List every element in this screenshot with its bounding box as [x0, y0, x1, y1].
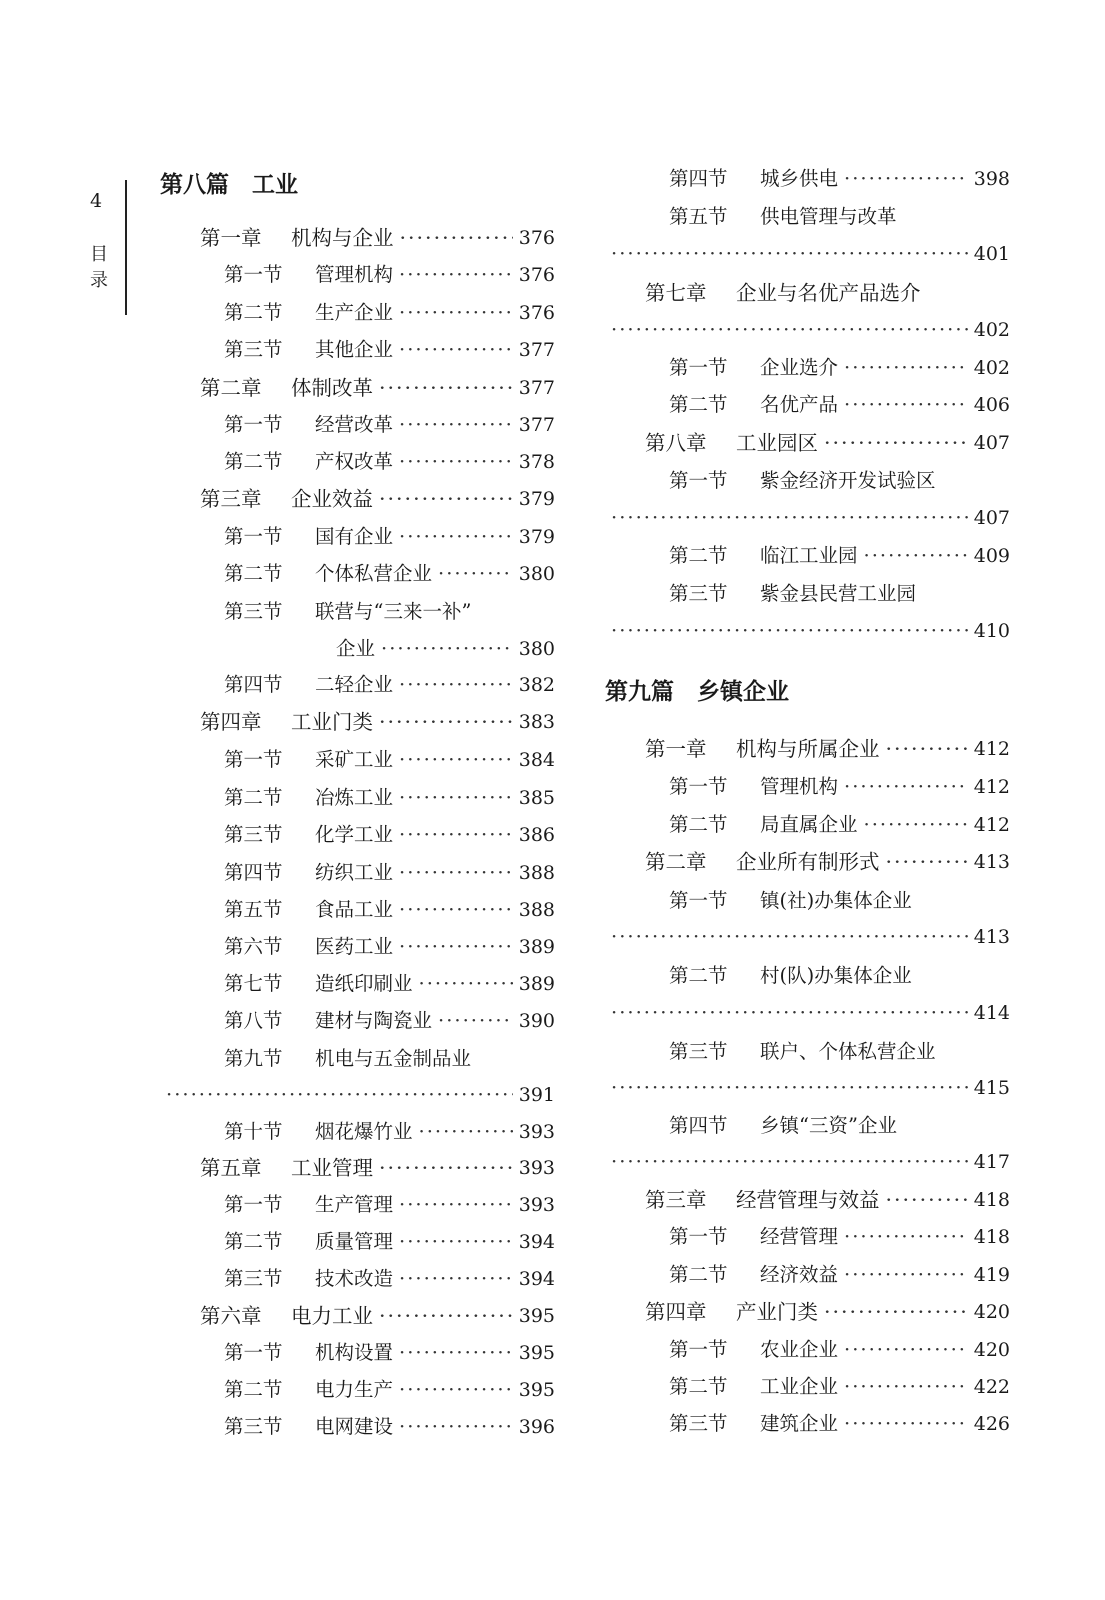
toc-section-entry	[224, 1044, 555, 1074]
leader-dots	[399, 1190, 513, 1220]
section-number: 第三节	[669, 582, 728, 605]
page-number: 396	[518, 1416, 555, 1438]
page-number: 402	[973, 357, 1010, 379]
leader-dots	[844, 1335, 968, 1365]
section-number: 第一节	[669, 356, 728, 379]
toc-section-entry	[669, 810, 1010, 840]
toc-section-entry	[669, 579, 1010, 609]
leader-dots	[611, 315, 968, 345]
section-number: 第五节	[669, 205, 728, 228]
page-number: 419	[973, 1264, 1010, 1286]
section-number: 第三节	[224, 1267, 283, 1290]
page-number: 378	[518, 451, 555, 473]
toc-section-entry	[669, 1222, 1010, 1252]
section-number: 第三节	[224, 1415, 283, 1438]
chapter-number: 第四章	[200, 710, 262, 734]
toc-section-entry	[224, 1264, 555, 1294]
leader-dots	[864, 541, 968, 571]
toc-continuation-line	[160, 1080, 555, 1110]
toc-section-entry	[669, 390, 1010, 420]
section-number: 第二节	[224, 1378, 283, 1401]
page-number: 384	[518, 749, 555, 771]
toc-chapter-entry	[645, 1297, 1010, 1327]
toc-section-entry	[669, 466, 1010, 496]
page-number: 389	[518, 936, 555, 958]
toc-section-entry	[224, 820, 555, 850]
section-number: 第三节	[224, 823, 283, 846]
leader-dots	[379, 1301, 513, 1331]
page-number: 398	[973, 168, 1010, 190]
toc-section-entry	[224, 1006, 555, 1036]
toc-chapter-entry	[645, 1185, 1010, 1215]
entry-title: 国有企业	[315, 525, 394, 548]
page-number: 393	[518, 1121, 555, 1143]
page-number: 386	[518, 824, 555, 846]
toc-section-entry	[224, 447, 555, 477]
leader-dots	[399, 298, 513, 328]
leader-dots	[419, 1117, 513, 1147]
entry-title: 工业管理	[291, 1156, 373, 1180]
leader-dots	[438, 559, 513, 589]
entry-title: 企业效益	[291, 487, 373, 511]
entry-title: 采矿工业	[315, 748, 394, 771]
entry-title: 电力工业	[291, 1304, 373, 1328]
entry-title: 管理机构	[315, 263, 394, 286]
page-number: 393	[518, 1157, 555, 1179]
chapter-number: 第三章	[200, 487, 262, 511]
entry-title: 生产管理	[315, 1193, 394, 1216]
page-number: 388	[518, 862, 555, 884]
leader-dots	[399, 1264, 513, 1294]
entry-title: 紫金县民营工业园	[760, 582, 917, 605]
toc-section-entry	[224, 858, 555, 888]
section-number: 第三节	[224, 338, 283, 361]
toc-section-entry	[669, 1260, 1010, 1290]
page-number: 401	[973, 243, 1010, 265]
leader-dots	[379, 373, 513, 403]
leader-dots	[611, 922, 968, 952]
chapter-number: 第二章	[645, 850, 707, 874]
toc-section-entry	[669, 1372, 1010, 1402]
toc-chapter-entry	[645, 278, 1010, 308]
entry-title: 名优产品	[760, 393, 839, 416]
section-number: 第二节	[224, 301, 283, 324]
toc-section-entry	[224, 597, 555, 627]
section-number: 第六节	[224, 935, 283, 958]
page-number: 412	[973, 814, 1010, 836]
section-number: 第三节	[669, 1040, 728, 1063]
entry-title: 企业与名优产品选介	[736, 281, 921, 305]
entry-title: 冶炼工业	[315, 786, 394, 809]
toc-continuation-line	[605, 503, 1010, 533]
section-number: 第二节	[669, 964, 728, 987]
entry-title: 企业选介	[760, 356, 839, 379]
page-number: 413	[973, 926, 1010, 948]
page-number: 382	[518, 674, 555, 696]
page-number: 393	[518, 1194, 555, 1216]
toc-chapter-entry	[645, 734, 1010, 764]
section-number: 第八节	[224, 1009, 283, 1032]
entry-title: 质量管理	[315, 1230, 394, 1253]
page-number: 391	[518, 1084, 555, 1106]
leader-dots	[886, 734, 968, 764]
page-number: 409	[973, 545, 1010, 567]
entry-title: 食品工业	[315, 898, 394, 921]
section-number: 第一节	[669, 469, 728, 492]
leader-dots	[864, 810, 968, 840]
section-number: 第二节	[669, 544, 728, 567]
section-number: 第一节	[224, 748, 283, 771]
entry-title: 经营管理与效益	[736, 1188, 880, 1212]
page-number: 390	[518, 1010, 555, 1032]
section-number: 第七节	[224, 972, 283, 995]
leader-dots	[844, 1222, 968, 1252]
page-number: 418	[973, 1226, 1010, 1248]
toc-section-entry	[224, 298, 555, 328]
entry-title: 工业企业	[760, 1375, 839, 1398]
leader-dots	[611, 503, 968, 533]
page-number: 388	[518, 899, 555, 921]
entry-title: 乡镇“三资”企业	[760, 1114, 897, 1137]
toc-chapter-entry	[200, 223, 555, 253]
entry-title: 工业门类	[291, 710, 373, 734]
entry-title: 城乡供电	[760, 167, 839, 190]
page-number: 418	[973, 1189, 1010, 1211]
entry-title: 产业门类	[736, 1300, 818, 1324]
leader-dots	[399, 447, 513, 477]
entry-title: 电网建设	[315, 1415, 394, 1438]
leader-dots	[611, 239, 968, 269]
leader-dots	[611, 616, 968, 646]
leader-dots	[399, 410, 513, 440]
entry-title: 机构设置	[315, 1341, 394, 1364]
entry-title: 联户、个体私营企业	[760, 1040, 936, 1063]
section-number: 第二节	[669, 813, 728, 836]
toc-section-entry	[669, 353, 1010, 383]
toc-continuation-line	[605, 998, 1010, 1028]
entry-title: 产权改革	[315, 450, 394, 473]
leader-dots	[824, 428, 968, 458]
entry-title: 建材与陶瓷业	[315, 1009, 433, 1032]
margin-sidebar	[70, 180, 127, 315]
chapter-number: 第七章	[645, 281, 707, 305]
toc-section-entry	[224, 1338, 555, 1368]
leader-dots	[379, 1153, 513, 1183]
chapter-number: 第三章	[645, 1188, 707, 1212]
section-number: 第十节	[224, 1120, 283, 1143]
leader-dots	[166, 1080, 513, 1110]
leader-dots	[399, 1375, 513, 1405]
leader-dots	[844, 772, 968, 802]
entry-title: 镇(社)办集体企业	[760, 889, 912, 912]
entry-title: 经营改革	[315, 413, 394, 436]
page-number: 422	[973, 1376, 1010, 1398]
leader-dots	[844, 1372, 968, 1402]
entry-title: 技术改造	[315, 1267, 394, 1290]
toc-section-entry	[224, 1227, 555, 1257]
toc-section-entry	[224, 895, 555, 925]
entry-title: 工业园区	[736, 431, 818, 455]
leader-dots	[844, 1260, 968, 1290]
page-number: 407	[973, 432, 1010, 454]
entry-title: 电力生产	[315, 1378, 394, 1401]
page-number: 407	[973, 507, 1010, 529]
toc-section-entry	[224, 670, 555, 700]
part-heading: 第九篇 乡镇企业	[605, 679, 789, 705]
toc-section-entry	[224, 1190, 555, 1220]
page-number: 377	[518, 339, 555, 361]
leader-dots	[886, 847, 968, 877]
section-number: 第一节	[669, 889, 728, 912]
leader-dots	[399, 820, 513, 850]
entry-title: 生产企业	[315, 301, 394, 324]
entry-title: 二轻企业	[315, 673, 394, 696]
page-number: 410	[973, 620, 1010, 642]
entry-title: 烟花爆竹业	[315, 1120, 413, 1143]
page-number: 395	[518, 1342, 555, 1364]
toc-section-entry	[224, 410, 555, 440]
section-number: 第五节	[224, 898, 283, 921]
page-number: 377	[518, 377, 555, 399]
entry-title: 建筑企业	[760, 1412, 839, 1435]
page-number: 420	[973, 1339, 1010, 1361]
part-heading: 第八篇 工业	[160, 172, 298, 198]
toc-continuation-line	[605, 315, 1010, 345]
entry-title: 农业企业	[760, 1338, 839, 1361]
entry-title: 紫金经济开发试验区	[760, 469, 936, 492]
toc-section-entry	[224, 559, 555, 589]
chapter-number: 第四章	[645, 1300, 707, 1324]
toc-section-entry	[224, 745, 555, 775]
section-number: 第二节	[669, 393, 728, 416]
page-number: 383	[518, 711, 555, 733]
page-number: 420	[973, 1301, 1010, 1323]
leader-dots	[824, 1297, 968, 1327]
toc-section-entry	[224, 969, 555, 999]
leader-dots	[399, 745, 513, 775]
toc-section-entry	[224, 335, 555, 365]
section-number: 第一节	[669, 775, 728, 798]
chapter-number: 第五章	[200, 1156, 262, 1180]
entry-title: 经济效益	[760, 1263, 839, 1286]
toc-continuation-line	[605, 922, 1010, 952]
leader-dots	[844, 1409, 968, 1439]
entry-title: 其他企业	[315, 338, 394, 361]
page-number: 376	[518, 302, 555, 324]
page-number: 389	[518, 973, 555, 995]
entry-title: 体制改革	[291, 376, 373, 400]
toc-section-entry	[224, 1117, 555, 1147]
leader-dots	[399, 1412, 513, 1442]
toc-section-entry	[669, 1409, 1010, 1439]
toc-section-entry	[669, 541, 1010, 571]
toc-section-entry	[224, 1412, 555, 1442]
leader-dots	[399, 895, 513, 925]
toc-section-entry	[669, 1111, 1010, 1141]
page-number: 380	[518, 638, 555, 660]
running-head-label: 目录	[90, 244, 108, 291]
section-number: 第二节	[224, 1230, 283, 1253]
page-number: 385	[518, 787, 555, 809]
leader-dots	[379, 484, 513, 514]
section-number: 第一节	[224, 1341, 283, 1364]
page-number: 376	[518, 264, 555, 286]
toc-section-entry	[669, 1037, 1010, 1067]
toc-section-entry	[669, 772, 1010, 802]
section-number: 第四节	[669, 1114, 728, 1137]
toc-section-entry	[224, 1375, 555, 1405]
section-number: 第四节	[224, 673, 283, 696]
page-number: 413	[973, 851, 1010, 873]
entry-title: 企业	[336, 637, 376, 660]
toc-chapter-entry	[645, 428, 1010, 458]
chapter-number: 第一章	[200, 226, 262, 250]
page-number: 379	[518, 488, 555, 510]
page-number: 394	[518, 1231, 555, 1253]
page-number: 395	[518, 1379, 555, 1401]
toc-chapter-entry	[200, 707, 555, 737]
page-number: 380	[518, 563, 555, 585]
toc-section-entry	[224, 932, 555, 962]
toc-chapter-entry	[645, 847, 1010, 877]
page-number: 415	[973, 1077, 1010, 1099]
section-number: 第二节	[224, 786, 283, 809]
leader-dots	[399, 1338, 513, 1368]
section-number: 第二节	[669, 1263, 728, 1286]
page-number: 395	[518, 1305, 555, 1327]
leader-dots	[400, 223, 513, 253]
leader-dots	[611, 998, 968, 1028]
page-number: 379	[518, 526, 555, 548]
toc-continuation-line	[605, 239, 1010, 269]
chapter-number: 第六章	[200, 1304, 262, 1328]
leader-dots	[419, 969, 513, 999]
leader-dots	[399, 783, 513, 813]
leader-dots	[886, 1185, 968, 1215]
page-number: 406	[973, 394, 1010, 416]
page-number: 376	[518, 227, 555, 249]
leader-dots	[844, 353, 968, 383]
section-number: 第一节	[669, 1338, 728, 1361]
toc-chapter-entry	[200, 373, 555, 403]
section-number: 第三节	[669, 1412, 728, 1435]
section-number: 第二节	[224, 450, 283, 473]
section-number: 第四节	[224, 861, 283, 884]
toc-chapter-entry	[200, 1153, 555, 1183]
toc-section-entry	[669, 164, 1010, 194]
entry-title: 局直属企业	[760, 813, 858, 836]
entry-title: 机构与企业	[291, 226, 394, 250]
section-number: 第三节	[224, 600, 283, 623]
leader-dots	[438, 1006, 513, 1036]
page-number: 412	[973, 776, 1010, 798]
toc-section-entry	[669, 1335, 1010, 1365]
leader-dots	[399, 260, 513, 290]
page-number: 412	[973, 738, 1010, 760]
leader-dots	[611, 1073, 968, 1103]
toc-continuation-line	[605, 1073, 1010, 1103]
toc-section-entry	[224, 260, 555, 290]
page-number: 394	[518, 1268, 555, 1290]
entry-title: 纺织工业	[315, 861, 394, 884]
leader-dots	[611, 1147, 968, 1177]
toc-continuation-line	[605, 1147, 1010, 1177]
section-number: 第一节	[224, 263, 283, 286]
page-number: 426	[973, 1413, 1010, 1435]
leader-dots	[399, 522, 513, 552]
entry-title: 经营管理	[760, 1225, 839, 1248]
leader-dots	[381, 634, 513, 664]
entry-title: 机构与所属企业	[736, 737, 880, 761]
section-number: 第二节	[669, 1375, 728, 1398]
entry-title: 造纸印刷业	[315, 972, 413, 995]
section-number: 第一节	[224, 525, 283, 548]
entry-title: 化学工业	[315, 823, 394, 846]
page-number: 4	[90, 190, 103, 212]
toc-section-entry	[224, 522, 555, 552]
toc-section-entry	[336, 634, 555, 664]
toc-continuation-line	[605, 616, 1010, 646]
chapter-number: 第八章	[645, 431, 707, 455]
toc-section-entry	[224, 783, 555, 813]
page-number: 377	[518, 414, 555, 436]
entry-title: 管理机构	[760, 775, 839, 798]
entry-title: 联营与“三来一补”	[315, 600, 472, 623]
toc-section-entry	[669, 961, 1010, 991]
entry-title: 医药工业	[315, 935, 394, 958]
entry-title: 个体私营企业	[315, 562, 433, 585]
page-number: 417	[973, 1151, 1010, 1173]
leader-dots	[844, 390, 968, 420]
section-number: 第二节	[224, 562, 283, 585]
toc-chapter-entry	[200, 1301, 555, 1331]
section-number: 第九节	[224, 1047, 283, 1070]
section-number: 第一节	[224, 413, 283, 436]
entry-title: 机电与五金制品业	[315, 1047, 472, 1070]
section-number: 第四节	[669, 167, 728, 190]
leader-dots	[399, 858, 513, 888]
toc-section-entry	[669, 202, 1010, 232]
leader-dots	[399, 670, 513, 700]
section-number: 第一节	[669, 1225, 728, 1248]
chapter-number: 第一章	[645, 737, 707, 761]
toc-chapter-entry	[200, 484, 555, 514]
leader-dots	[399, 335, 513, 365]
leader-dots	[399, 1227, 513, 1257]
entry-title: 企业所有制形式	[736, 850, 880, 874]
section-number: 第一节	[224, 1193, 283, 1216]
entry-title: 村(队)办集体企业	[760, 964, 912, 987]
page-number: 414	[973, 1002, 1010, 1024]
page-number: 402	[973, 319, 1010, 341]
toc-section-entry	[669, 886, 1010, 916]
leader-dots	[399, 932, 513, 962]
leader-dots	[379, 707, 513, 737]
entry-title: 供电管理与改革	[760, 205, 897, 228]
leader-dots	[844, 164, 968, 194]
chapter-number: 第二章	[200, 376, 262, 400]
entry-title: 临江工业园	[760, 544, 858, 567]
